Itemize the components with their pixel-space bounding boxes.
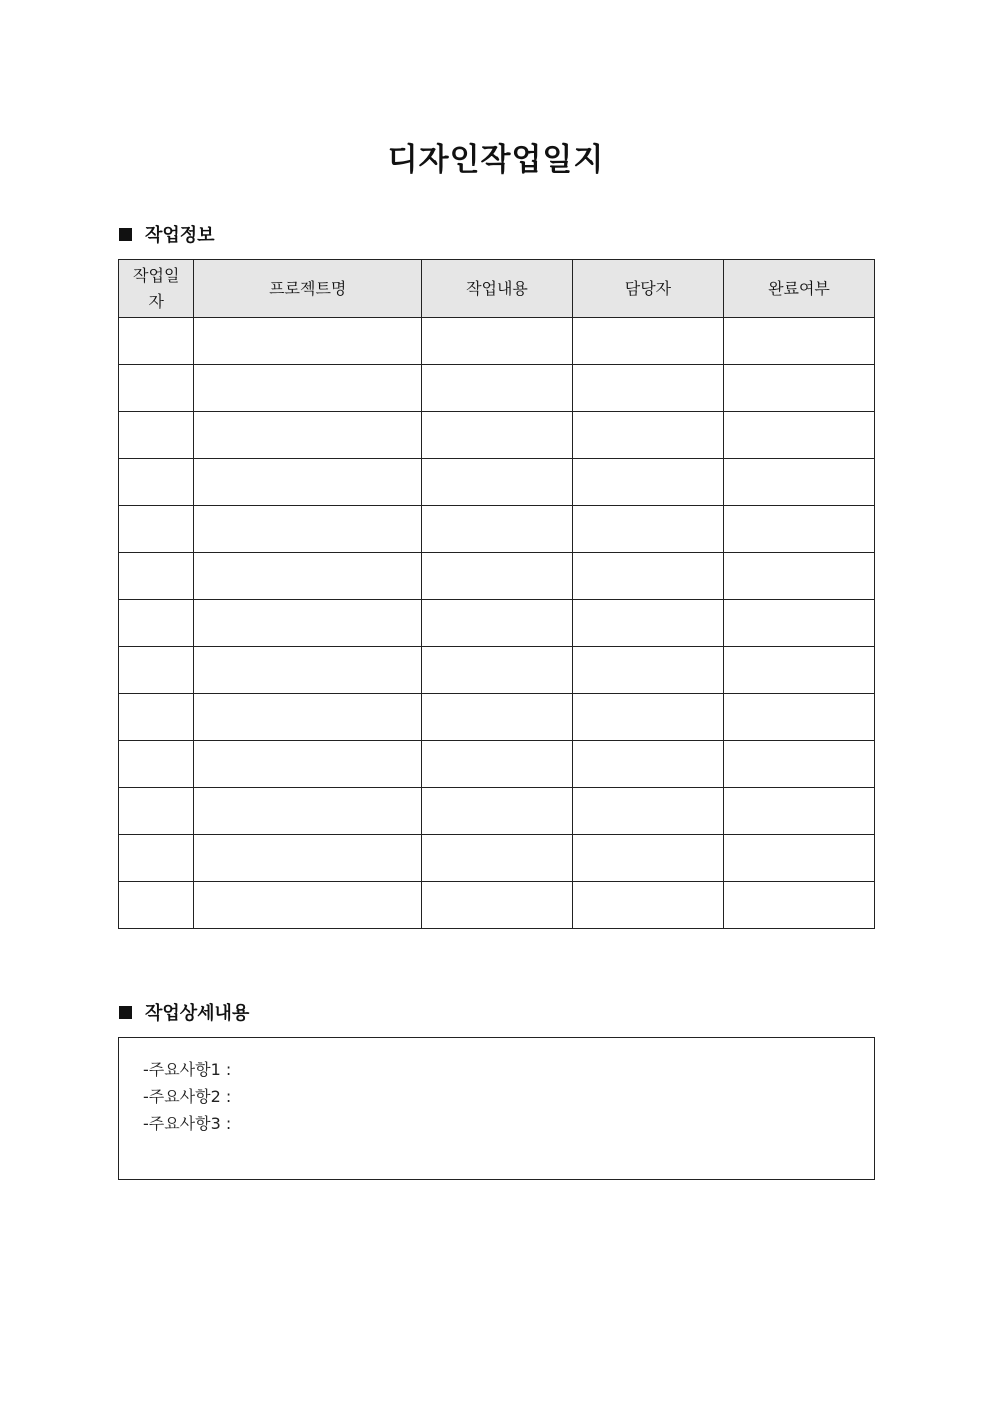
table-cell-manager[interactable] <box>572 600 723 647</box>
table-cell-completion[interactable] <box>723 412 874 459</box>
table-cell-completion[interactable] <box>723 600 874 647</box>
table-cell-completion[interactable] <box>723 694 874 741</box>
table-cell-completion[interactable] <box>723 882 874 929</box>
table-cell-manager[interactable] <box>572 788 723 835</box>
table-row <box>119 365 875 412</box>
table-cell-completion[interactable] <box>723 741 874 788</box>
table-row <box>119 741 875 788</box>
header-manager: 담당자 <box>572 260 723 318</box>
table-cell-content[interactable] <box>421 459 572 506</box>
table-cell-content[interactable] <box>421 882 572 929</box>
table-cell-project[interactable] <box>194 882 422 929</box>
table-cell-date[interactable] <box>119 882 194 929</box>
table-cell-project[interactable] <box>194 741 422 788</box>
header-work-date <box>119 260 194 318</box>
work-info-heading <box>119 222 215 246</box>
table-cell-content[interactable] <box>421 741 572 788</box>
table-cell-completion[interactable] <box>723 647 874 694</box>
table-cell-date[interactable] <box>119 600 194 647</box>
table-cell-date[interactable] <box>119 694 194 741</box>
table-cell-content[interactable] <box>421 412 572 459</box>
document-title: 디자인작업일지 <box>387 142 605 178</box>
table-cell-manager[interactable] <box>572 882 723 929</box>
table-cell-content[interactable] <box>421 318 572 365</box>
header-completion: 완료여부 <box>723 260 874 318</box>
square-bullet-icon <box>119 228 132 241</box>
table-cell-manager[interactable] <box>572 835 723 882</box>
table-row <box>119 788 875 835</box>
table-cell-manager[interactable] <box>572 318 723 365</box>
table-cell-date[interactable] <box>119 412 194 459</box>
table-cell-content[interactable] <box>421 647 572 694</box>
table-cell-content[interactable] <box>421 788 572 835</box>
table-cell-date[interactable] <box>119 553 194 600</box>
table-cell-manager[interactable] <box>572 741 723 788</box>
header-project-name: 프로젝트명 <box>194 260 422 318</box>
table-cell-date[interactable] <box>119 741 194 788</box>
table-cell-date[interactable] <box>119 318 194 365</box>
table-cell-completion[interactable] <box>723 506 874 553</box>
table-cell-manager[interactable] <box>572 459 723 506</box>
table-cell-manager[interactable] <box>572 506 723 553</box>
work-info-heading-label: 작업정보 <box>145 225 215 246</box>
table-cell-content[interactable] <box>421 506 572 553</box>
table-cell-completion[interactable] <box>723 365 874 412</box>
header-work-date-label: 작업일자 <box>133 265 180 311</box>
table-cell-content[interactable] <box>421 835 572 882</box>
table-row <box>119 882 875 929</box>
table-row <box>119 647 875 694</box>
table-row <box>119 459 875 506</box>
details-item-2: -주요사항2 : <box>143 1087 232 1106</box>
details-item-1: -주요사항1 : <box>143 1060 232 1079</box>
table-cell-manager[interactable] <box>572 412 723 459</box>
table-cell-completion[interactable] <box>723 318 874 365</box>
table-cell-project[interactable] <box>194 647 422 694</box>
table-row <box>119 412 875 459</box>
table-cell-date[interactable] <box>119 788 194 835</box>
table-cell-date[interactable] <box>119 835 194 882</box>
table-cell-project[interactable] <box>194 694 422 741</box>
table-cell-date[interactable] <box>119 459 194 506</box>
table-row <box>119 318 875 365</box>
table-cell-project[interactable] <box>194 459 422 506</box>
table-cell-project[interactable] <box>194 600 422 647</box>
table-row <box>119 694 875 741</box>
table-row <box>119 506 875 553</box>
table-cell-date[interactable] <box>119 647 194 694</box>
table-cell-content[interactable] <box>421 365 572 412</box>
table-cell-manager[interactable] <box>572 365 723 412</box>
table-cell-project[interactable] <box>194 835 422 882</box>
table-cell-project[interactable] <box>194 506 422 553</box>
table-cell-completion[interactable] <box>723 553 874 600</box>
details-list <box>119 1038 874 1137</box>
header-work-content: 작업내용 <box>421 260 572 318</box>
table-row <box>119 553 875 600</box>
table-cell-content[interactable] <box>421 600 572 647</box>
table-cell-content[interactable] <box>421 553 572 600</box>
table-cell-project[interactable] <box>194 553 422 600</box>
table-header-row <box>119 260 875 318</box>
square-bullet-icon <box>119 1006 132 1019</box>
work-details-heading <box>119 1000 249 1024</box>
table-cell-date[interactable] <box>119 506 194 553</box>
table-cell-manager[interactable] <box>572 553 723 600</box>
work-log-table <box>118 259 875 929</box>
table-cell-date[interactable] <box>119 365 194 412</box>
work-details-box[interactable] <box>118 1037 875 1180</box>
table-cell-project[interactable] <box>194 365 422 412</box>
table-cell-content[interactable] <box>421 694 572 741</box>
details-item-3: -주요사항3 : <box>143 1114 232 1133</box>
table-cell-manager[interactable] <box>572 647 723 694</box>
table-cell-completion[interactable] <box>723 835 874 882</box>
table-cell-project[interactable] <box>194 788 422 835</box>
table-cell-project[interactable] <box>194 318 422 365</box>
table-cell-completion[interactable] <box>723 459 874 506</box>
table-cell-project[interactable] <box>194 412 422 459</box>
table-cell-manager[interactable] <box>572 694 723 741</box>
table-row <box>119 835 875 882</box>
table-cell-completion[interactable] <box>723 788 874 835</box>
work-details-heading-label: 작업상세내용 <box>145 1003 250 1024</box>
table-row <box>119 600 875 647</box>
